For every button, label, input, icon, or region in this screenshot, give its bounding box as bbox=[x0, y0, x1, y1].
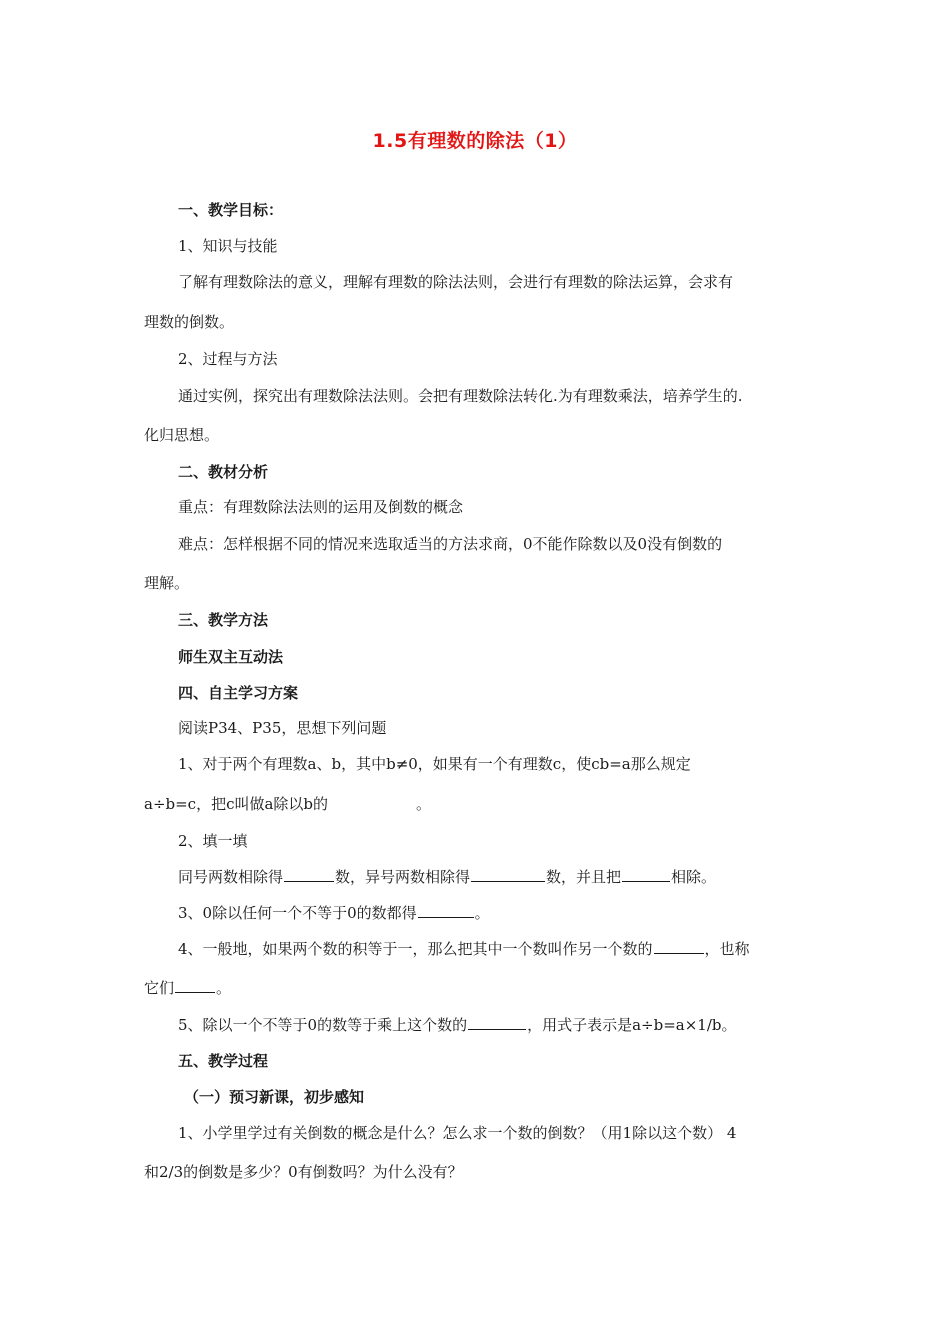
page-title: 1.5有理数的除法（1） bbox=[372, 130, 578, 152]
q2-text-1: 同号两数相除得 bbox=[178, 868, 284, 886]
paragraph-process-1: 通过实例，探究出有理数除法法则。会把有理数除法转化.为有理数乘法，培养学生的. bbox=[178, 387, 743, 405]
blank-field bbox=[622, 867, 670, 882]
q2-text-2: 数，异号两数相除得 bbox=[335, 868, 471, 886]
heading-material-analysis: 二、教材分析 bbox=[178, 463, 269, 481]
blank-field bbox=[284, 867, 334, 882]
q4-end: 。 bbox=[216, 979, 232, 997]
subheading-preview: （一）预习新课，初步感知 bbox=[184, 1088, 365, 1106]
q5-text-2: ，用式子表示是a÷b=a×1/b。 bbox=[527, 1016, 737, 1034]
question-2-line bbox=[178, 867, 716, 887]
paragraph-process-2: 化归思想。 bbox=[144, 426, 220, 444]
paragraph-difficulty-2: 理解。 bbox=[144, 574, 190, 592]
paragraph-knowledge-1: 了解有理数除法的意义，理解有理数的除法法则，会进行有理数的除法运算，会求有 bbox=[178, 273, 734, 291]
q2-text-3: 数，并且把 bbox=[546, 868, 622, 886]
question-1-line-1: 1、对于两个有理数a、b，其中b≠0，如果有一个有理数c，使cb=a那么规定 bbox=[178, 755, 691, 773]
blank-field bbox=[175, 978, 215, 993]
question-1-text: a÷b=c，把c叫做a除以b的 bbox=[144, 795, 329, 813]
paragraph-reading: 阅读P34、P35，思想下列问题 bbox=[178, 719, 387, 737]
heading-teaching-goals: 一、教学目标： bbox=[178, 201, 284, 219]
q3-text: 3、0除以任何一个不等于0的数都得 bbox=[178, 904, 417, 922]
paragraph-key-point: 重点：有理数除法法则的运用及倒数的概念 bbox=[178, 498, 464, 516]
process-question-1-line-1: 1、小学里学过有关倒数的概念是什么？怎么求一个数的倒数？（用1除以这个数） 4 bbox=[178, 1124, 737, 1142]
paragraph-difficulty-1: 难点：怎样根据不同的情况来选取适当的方法求商，0不能作除数以及0没有倒数的 bbox=[178, 535, 723, 553]
blank-field bbox=[654, 939, 704, 954]
question-4-line-1 bbox=[178, 939, 750, 959]
question-3-line bbox=[178, 903, 490, 923]
q5-text: 5、除以一个不等于0的数等于乘上这个数的 bbox=[178, 1016, 468, 1034]
method-name: 师生双主互动法 bbox=[178, 648, 284, 666]
q4-text-3: 它们 bbox=[144, 979, 175, 997]
question-1-line-2 bbox=[144, 794, 431, 814]
subheading-process: 2、过程与方法 bbox=[178, 350, 278, 368]
process-question-1-line-2: 和2/3的倒数是多少？0有倒数吗？为什么没有？ bbox=[144, 1163, 463, 1181]
heading-teaching-process: 五、教学过程 bbox=[178, 1052, 269, 1070]
blank-field bbox=[468, 1015, 526, 1030]
paragraph-knowledge-2: 理数的倒数。 bbox=[144, 313, 235, 331]
blank-field bbox=[471, 867, 545, 882]
q3-end: 。 bbox=[474, 904, 490, 922]
q4-text: 4、一般地，如果两个数的积等于一，那么把其中一个数叫作另一个数的 bbox=[178, 940, 653, 958]
heading-teaching-method: 三、教学方法 bbox=[178, 611, 269, 629]
heading-self-study: 四、自主学习方案 bbox=[178, 684, 299, 702]
question-5-line bbox=[178, 1015, 737, 1035]
question-1-end: 。 bbox=[416, 795, 432, 813]
q2-text-4: 相除。 bbox=[671, 868, 717, 886]
question-4-line-2 bbox=[144, 978, 231, 998]
q4-text-2: ，也称 bbox=[704, 940, 750, 958]
blank-field bbox=[418, 903, 474, 918]
subheading-knowledge: 1、知识与技能 bbox=[178, 237, 278, 255]
question-2-heading: 2、填一填 bbox=[178, 832, 248, 850]
